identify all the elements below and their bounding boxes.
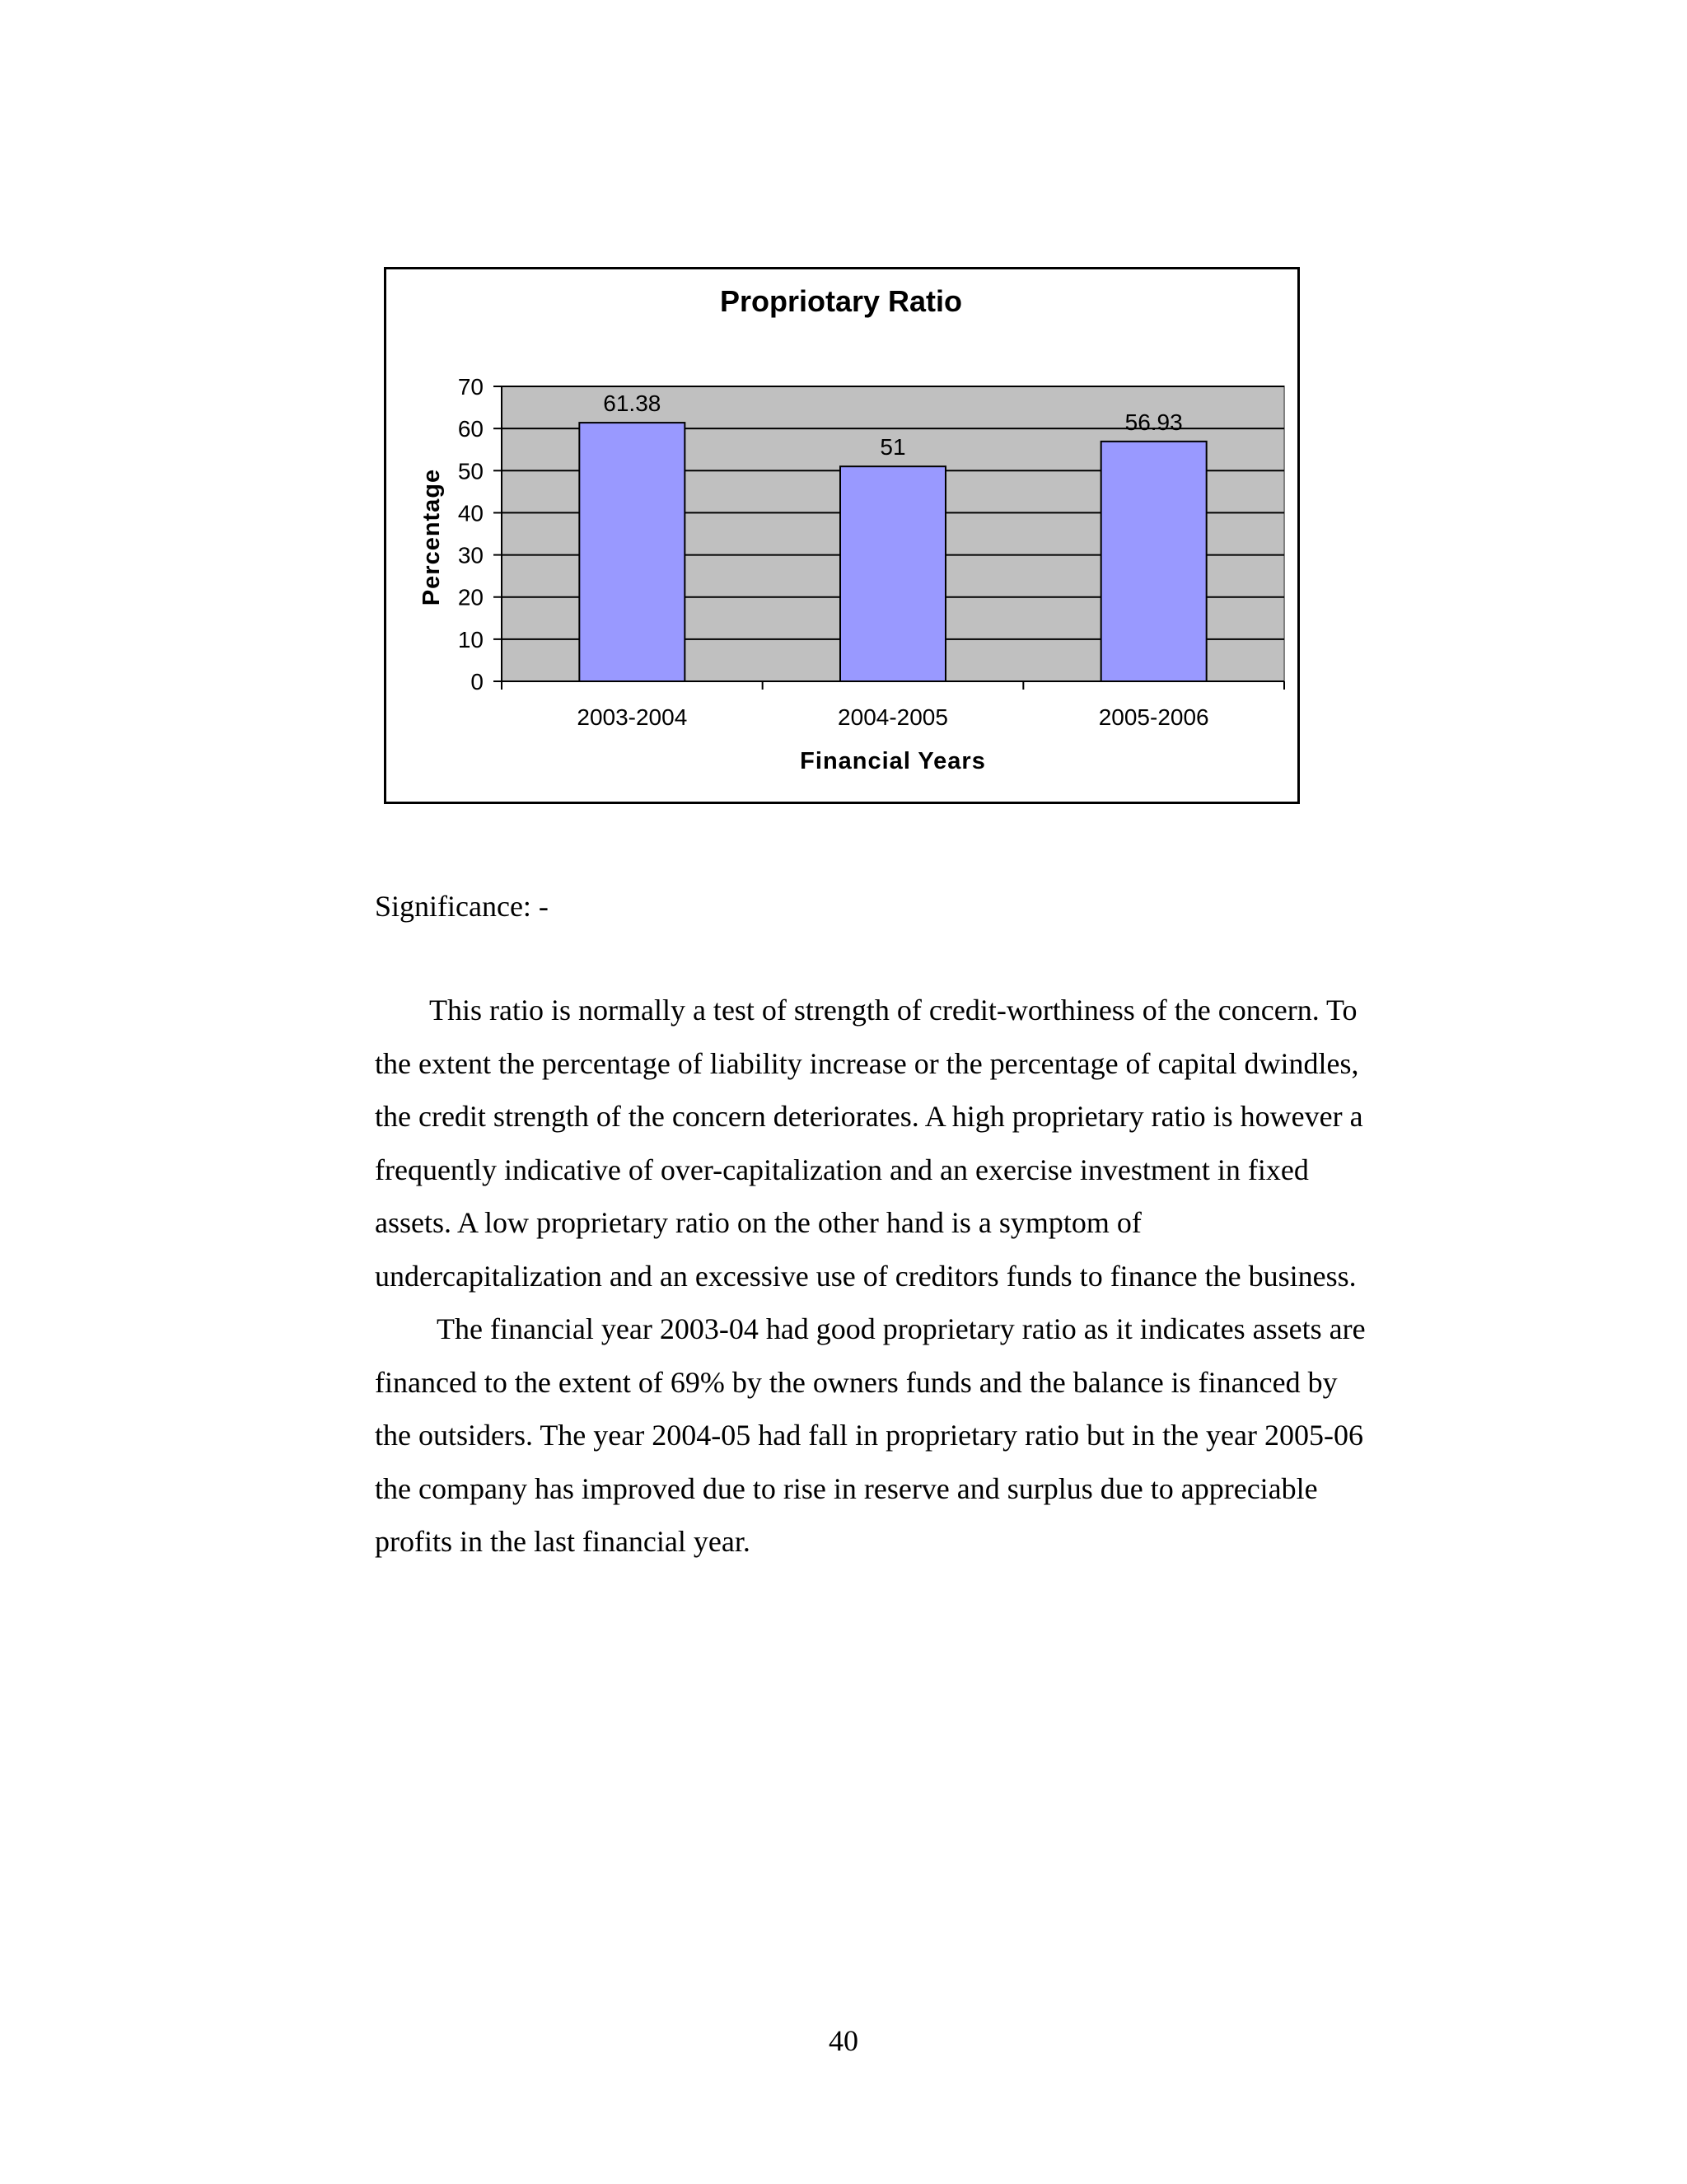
y-tick-label: 50: [457, 458, 484, 484]
page-number: 40: [829, 2024, 858, 2057]
y-tick-label: 70: [457, 374, 484, 400]
paragraph-1-line: This ratio is normally a test of strength of credit-worthiness of the concern. To: [429, 994, 1358, 1027]
bar: [840, 466, 946, 681]
y-tick-label: 60: [457, 416, 484, 442]
x-tick-labels: [577, 704, 1208, 730]
bar: [579, 423, 685, 681]
paragraph-2-line: the outsiders. The year 2004-05 had fall in proprietary ratio but in the year 2005-06: [375, 1419, 1363, 1452]
paragraph-1: [375, 984, 1413, 1302]
x-tick-label: 2004-2005: [838, 704, 948, 730]
paragraph-1-line: frequently indicative of over-capitalization and an exercise investment in fixed: [375, 1153, 1309, 1186]
y-tick-label: 20: [457, 584, 484, 610]
chart-title: Propriotary Ratio: [719, 284, 963, 318]
bar-chart: [386, 269, 1302, 807]
bar: [1101, 442, 1207, 681]
paragraph-2: [375, 1302, 1413, 1569]
paragraph-1-line: assets. A low proprietary ratio on the other hand is a symptom of: [375, 1206, 1142, 1239]
paragraph-1-line: undercapitalization and an excessive use of creditors funds to finance the business.: [375, 1259, 1357, 1293]
y-tick-labels: [458, 374, 484, 694]
chart-container: [384, 267, 1300, 804]
bar-data-label: 61.38: [603, 391, 661, 417]
y-tick-label: 10: [457, 626, 484, 652]
paragraph-2-line: the company has improved due to rise in reserve and surplus due to appreciable: [375, 1471, 1318, 1505]
x-tick-label: 2005-2006: [1098, 704, 1209, 730]
bar-data-label: 51: [880, 434, 906, 461]
paragraph-1-line: the credit strength of the concern deteriorates. A high proprietary ratio is however a: [375, 1100, 1363, 1133]
significance-heading: Significance: -: [375, 890, 549, 923]
paragraph-2-line: The financial year 2003-04 had good proprietary ratio as it indicates assets are: [437, 1312, 1366, 1345]
x-tick-label: 2003-2004: [577, 704, 688, 730]
y-axis-title: Percentage: [418, 468, 445, 606]
paragraph-2-line: profits in the last financial year.: [375, 1525, 750, 1558]
paragraph-2-line: financed to the extent of 69% by the owners funds and the balance is financed by: [375, 1365, 1338, 1399]
bar-data-label: 56.93: [1124, 409, 1183, 435]
x-axis-title: Financial Years: [800, 748, 986, 774]
y-tick-label: 40: [457, 500, 484, 526]
y-tick-label: 0: [470, 669, 484, 694]
paragraph-1-line: the extent the percentage of liability increase or the percentage of capital dwindles,: [375, 1046, 1359, 1080]
y-tick-label: 30: [457, 542, 484, 568]
